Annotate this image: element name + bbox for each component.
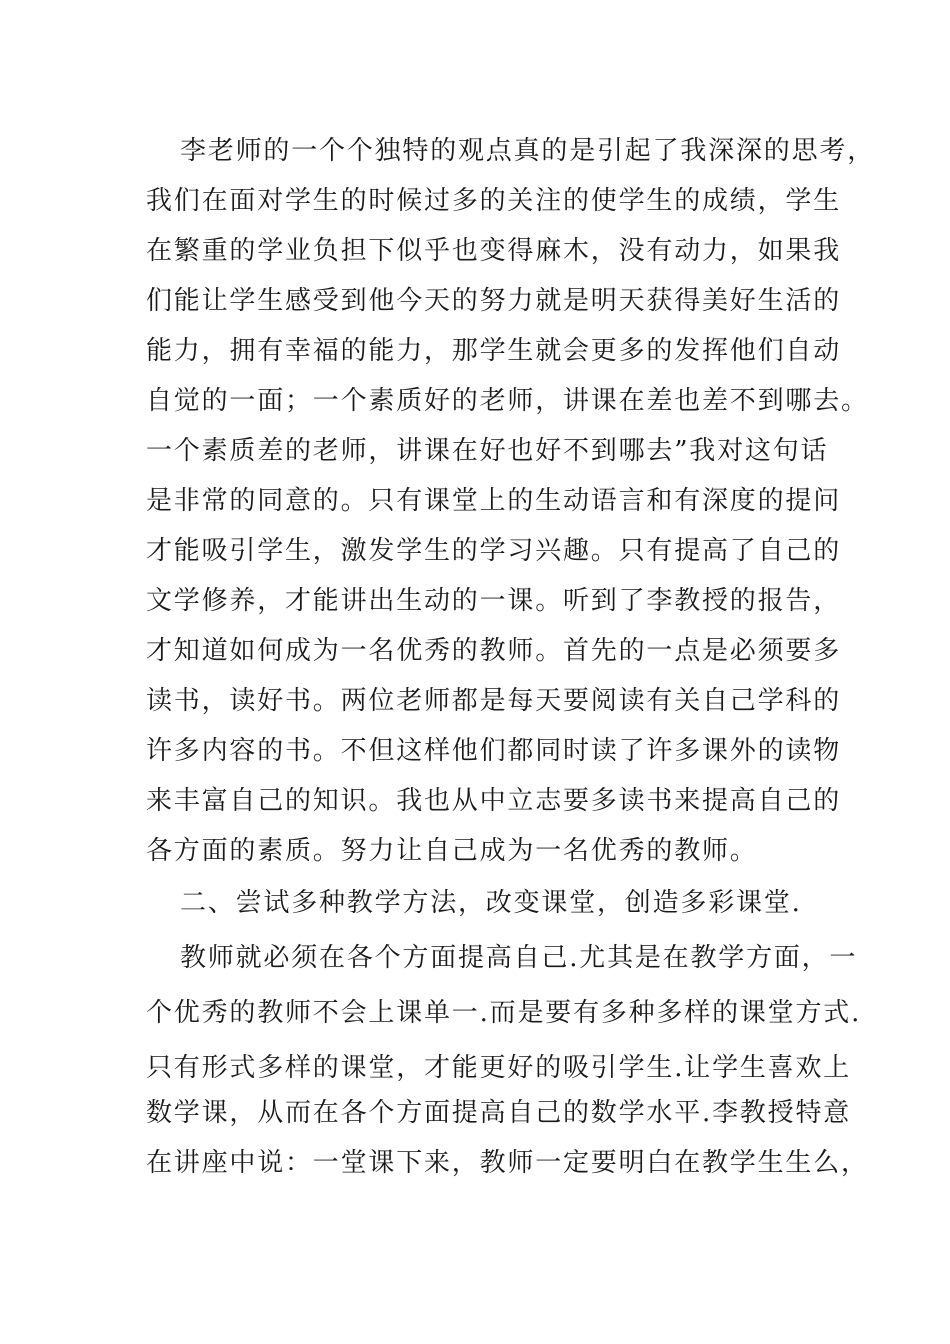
paragraph-line: 我们在面对学生的时候过多的关注的使学生的成绩，学生 (146, 186, 842, 216)
paragraph-line: 各方面的素质。努力让自己成为一名优秀的教师。 (146, 836, 758, 866)
paragraph-line: 能力，拥有幸福的能力，那学生就会更多的发挥他们自动 (146, 336, 842, 366)
paragraph-line: 数学课，从而在各个方面提高自己的数学水平.李教授特意 (146, 1098, 852, 1128)
paragraph-line: 是非常的同意的。只有课堂上的生动语言和有深度的提问 (146, 486, 842, 516)
paragraph-line: 自觉的一面；一个素质好的老师，讲课在差也差不到哪去。 (146, 386, 869, 416)
paragraph-line: 教师就必须在各个方面提高自己.尤其是在教学方面，一 (180, 943, 858, 973)
paragraph-line: 个优秀的教师不会上课单一.而是要有多种多样的课堂方式. (146, 998, 862, 1028)
paragraph-line: 才知道如何成为一名优秀的教师。首先的一点是必须要多 (146, 636, 842, 666)
paragraph-line: 们能让学生感受到他今天的努力就是明天获得美好生活的 (146, 286, 842, 316)
paragraph-line: 在讲座中说：一堂课下来，教师一定要明白在教学生生么， (146, 1148, 869, 1178)
paragraph-line: 只有形式多样的课堂，才能更好的吸引学生.让学生喜欢上 (146, 1053, 852, 1083)
paragraph-line: 才能吸引学生，激发学生的学习兴趣。只有提高了自己的 (146, 536, 842, 566)
paragraph-line: 许多内容的书。不但这样他们都同时读了许多课外的读物 (146, 736, 842, 766)
paragraph-line: 在繁重的学业负担下似乎也变得麻木，没有动力，如果我 (146, 236, 842, 266)
paragraph-line: 一个素质差的老师，讲课在好也好不到哪去”我对这句话 (146, 436, 829, 466)
section-heading: 二、尝试多种教学方法，改变课堂，创造多彩课堂. (180, 888, 802, 918)
paragraph-line: 文学修养，才能讲出生动的一课。听到了李教授的报告， (146, 586, 842, 616)
paragraph-line: 李老师的一个个独特的观点真的是引起了我深深的思考， (180, 136, 876, 166)
paragraph-line: 来丰富自己的知识。我也从中立志要多读书来提高自己的 (146, 786, 842, 816)
paragraph-line: 读书，读好书。两位老师都是每天要阅读有关自己学科的 (146, 686, 842, 716)
